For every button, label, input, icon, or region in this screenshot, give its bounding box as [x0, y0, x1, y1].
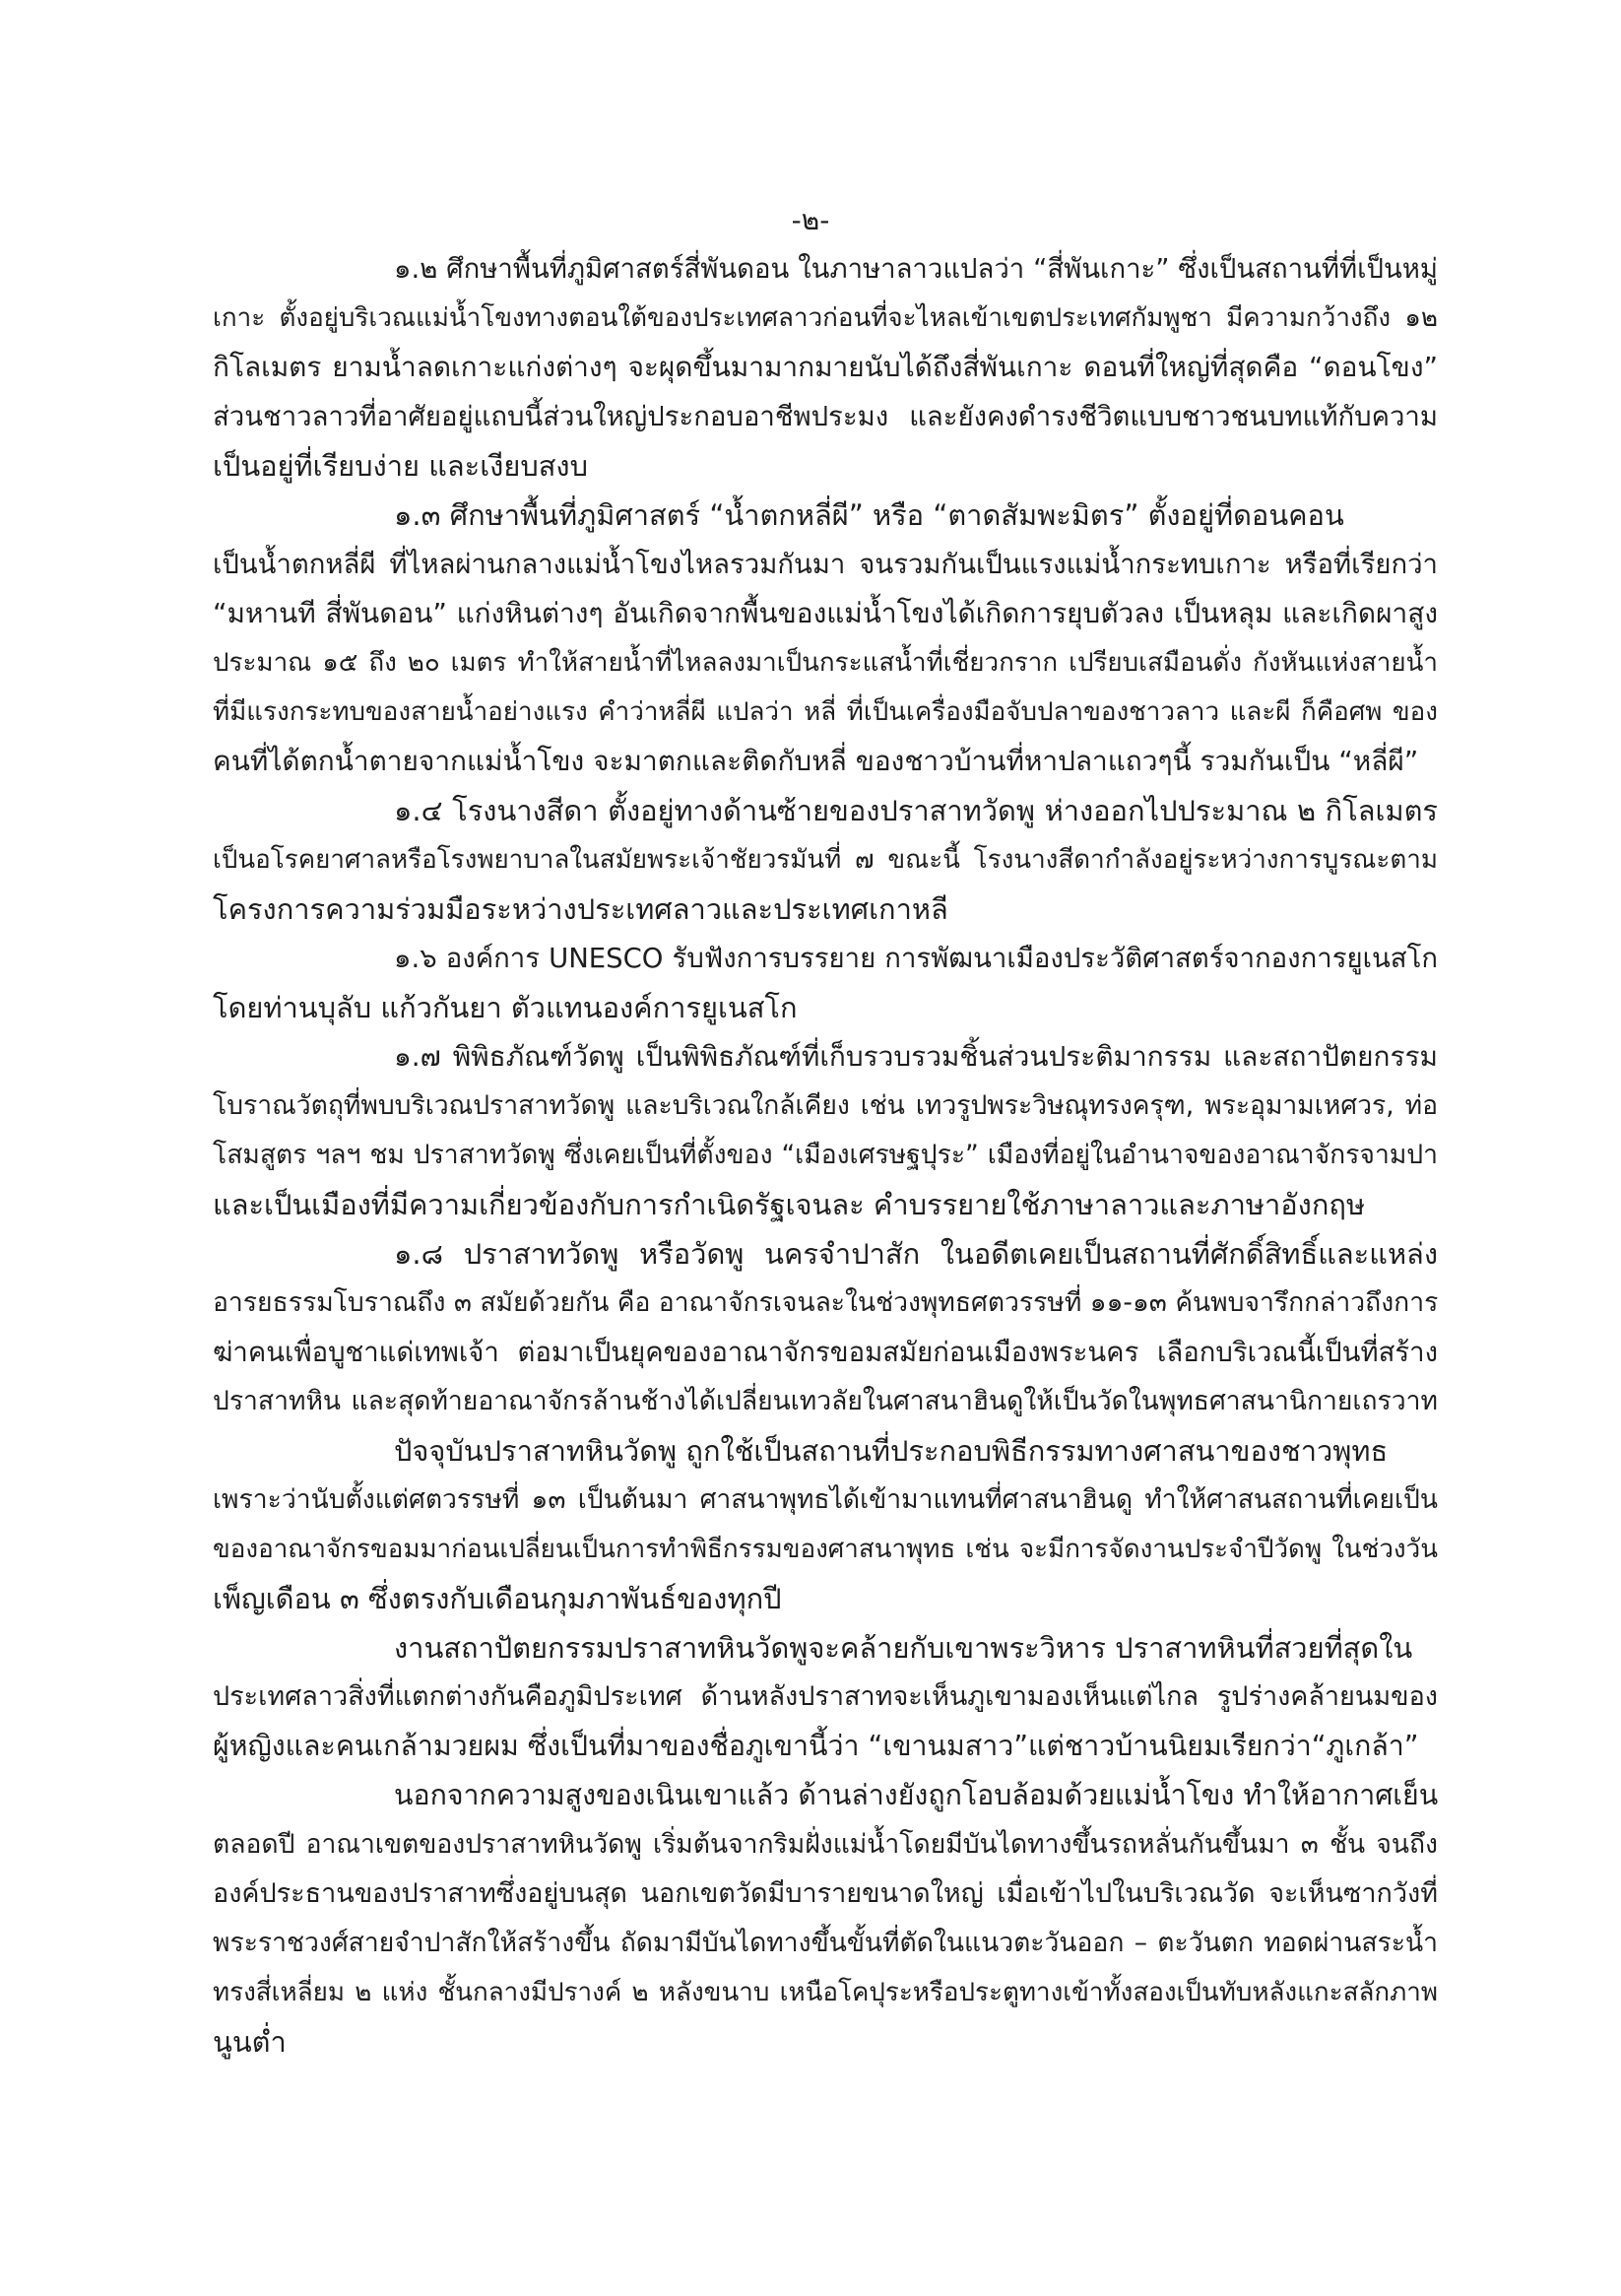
- text-line: เกาะ ตั้งอยู่บริเวณแม่น้ำโขงทางตอนใต้ของประเทศลาวก่อนที่จะไหลเข้าเขตประเทศกัมพูชา มีความกว้างถึง ๑๒: [213, 303, 1438, 333]
- paragraph-1-3: [0, 491, 1621, 786]
- text-line: ตลอดปี อาณาเขตของปราสาทหินวัดพู เริ่มต้นจากริมฝั่งแม่น้ำโดยมีบันไดทางขึ้นรถหลั่นกันขึ้นมา ๓ ชั้น จนถึง: [213, 1829, 1438, 1860]
- text-line: นอกจากความสูงของเนินเขาแล้ว ด้านล่างยังถูกโอบล้อมด้วยแม่น้ำโขง ทำให้อากาศเย็น: [394, 1779, 1439, 1811]
- text-line: เป็นอโรคยาศาลหรือโรงพยาบาลในสมัยพระเจ้าชัยวรมันที่ ๗ ขณะนี้ โรงนางสีดากำลังอยู่ระหว่างการบูรณะตาม: [213, 845, 1438, 875]
- paragraph-grounds: [0, 1771, 1621, 2066]
- text-line: เป็นอยู่ที่เรียบง่าย และเงียบสงบ: [213, 449, 588, 483]
- paragraph-1-7: [0, 1032, 1621, 1229]
- text-line: ฆ่าคนเพื่อบูชาแด่เทพเจ้า ต่อมาเป็นยุคของอาณาจักรขอมสมัยก่อนเมืองพระนคร เลือกบริเวณนี้เป็นที่สร้าง: [213, 1337, 1438, 1368]
- paragraph-architecture: [0, 1623, 1621, 1771]
- text-line: ทรงสี่เหลี่ยม ๒ แห่ง ชั้นกลางมีปรางค์ ๒ หลังขนาบ เหนือโคปุระหรือประตูทางเข้าทั้งสองเป็นทับหลังแกะสลักภาพ: [213, 1978, 1438, 2007]
- text-line: งานสถาปัตยกรรมปราสาทหินวัดพูจะคล้ายกับเขาพระวิหาร ปราสาทหินที่สวยที่สุดใน: [394, 1631, 1413, 1665]
- text-line: องค์ประธานของปราสาทซึ่งอยู่บนสุด นอกเขตวัดมีบารายขนาดใหญ่ เมื่อเข้าไปในบริเวณวัด จะเห็นซากวังที่: [213, 1878, 1438, 1909]
- text-line: ๑.๒ ศึกษาพื้นที่ภูมิศาสตร์สี่พันดอน ในภาษาลาวแปลว่า “สี่พันเกาะ” ซึ่งเป็นสถานที่ที่เป็นหมู่: [394, 253, 1438, 285]
- text-line: กิโลเมตร ยามน้ำลดเกาะแก่งต่างๆ จะผุดขึ้นมามากมายนับได้ถึงสี่พันเกาะ ดอนที่ใหญ่ที่สุดคือ “ดอนโขง”: [213, 351, 1438, 383]
- text-line: ผู้หญิงและคนเกล้ามวยผม ซึ่งเป็นที่มาของชื่อภูเขานี้ว่า “เขานมสาว”แต่ชาวบ้านนิยมเรียกว่า“ภูเกล้า”: [213, 1730, 1419, 1762]
- text-line: ๑.๘ ปราสาทวัดพู หรือวัดพู นครจำปาสัก ในอดีตเคยเป็นสถานที่ศักดิ์สิทธิ์และแหล่ง: [394, 1237, 1438, 1271]
- text-line: เพ็ญเดือน ๓ ซึ่งตรงกับเดือนกุมภาพันธ์ของทุกปี: [213, 1582, 782, 1615]
- text-line: คนที่ได้ตกน้ำตายจากแม่น้ำโขง จะมาตกและติดกับหลี่ ของชาวบ้านที่หาปลาแถวๆนี้ รวมกันเป็น “หลี่ผี”: [213, 745, 1419, 777]
- paragraph-1-6: [0, 934, 1621, 1032]
- text-line: และเป็นเมืองที่มีความเกี่ยวข้องกับการกำเนิดรัฐเจนละ คำบรรยายใช้ภาษาลาวและภาษาอังกฤษ: [213, 1188, 1366, 1221]
- text-line: นูนต่ำ: [213, 2025, 287, 2059]
- page-number: -๒-: [791, 204, 830, 236]
- text-line: “มหานที สี่พันดอน” แก่งหินต่างๆ อันเกิดจากพื้นของแม่น้ำโขงได้เกิดการยุบตัวลง เป็นหลุม และเกิดผาสูง: [213, 597, 1438, 629]
- text-line: ปัจจุบันปราสาทหินวัดพู ถูกใช้เป็นสถานที่ประกอบพิธีกรรมทางศาสนาของชาวพุทธ: [394, 1434, 1389, 1468]
- paragraph-1-4: [0, 786, 1621, 934]
- text-line: ส่วนชาวลาวที่อาศัยอยู่แถบนี้ส่วนใหญ่ประกอบอาชีพประมง และยังคงดำรงชีวิตแบบชาวชนบทแท้กับความ: [213, 401, 1438, 432]
- paragraph-1-2: [0, 244, 1621, 491]
- text-line: อารยธรรมโบราณถึง ๓ สมัยด้วยกัน คือ อาณาจักรเจนละในช่วงพุทธศตวรรษที่ ๑๑-๑๓ ค้นพบจารึกกล่าวถึงการ: [213, 1287, 1439, 1318]
- text-line: เป็นน้ำตกหลี่ผี ที่ไหลผ่านกลางแม่น้ำโขงไหลรวมกันมา จนรวมกันเป็นแรงแม่น้ำกระทบเกาะ หรือที่เรียกว่า: [213, 549, 1438, 580]
- text-line: โดยท่านบุลับ แก้วกันยา ตัวแทนองค์การยูเนสโก: [213, 991, 798, 1024]
- text-line: ๑.๓ ศึกษาพื้นที่ภูมิศาสตร์ “น้ำตกหลี่ผี” หรือ “ตาดสัมพะมิตร” ตั้งอยู่ที่ดอนคอน: [394, 498, 1344, 532]
- text-line: ประมาณ ๑๕ ถึง ๒๐ เมตร ทำให้สายน้ำที่ไหลลงมาเป็นกระแสน้ำที่เชี่ยวกราก เปรียบเสมือนดั่ง กังหันแห่งสายน้ำ: [213, 648, 1438, 678]
- text-line: เพราะว่านับตั้งแต่ศตวรรษที่ ๑๓ เป็นต้นมา ศาสนาพุทธได้เข้ามาแทนที่ศาสนาฮินดู ทำให้ศาสนสถานที่เคยเป็น: [213, 1484, 1438, 1515]
- text-line: ของอาณาจักรขอมมาก่อนเปลี่ยนเป็นการทำพิธีกรรมของศาสนาพุทธ เช่น จะมีการจัดงานประจำปีวัดพู ในช่วงวัน: [213, 1535, 1438, 1564]
- text-line: ๑.๗ พิพิธภัณฑ์วัดพู เป็นพิพิธภัณฑ์ที่เก็บรวบรวมชิ้นส่วนประติมากรรม และสถาปัตยกรรม: [394, 1040, 1438, 1073]
- text-line: โครงการความร่วมมือระหว่างประเทศลาวและประเทศเกาหลี: [213, 892, 948, 926]
- text-line: ๑.๖ องค์การ UNESCO รับฟังการบรรยาย การพัฒนาเมืองประวัติศาสตร์จากองการยูเนสโก: [394, 943, 1438, 974]
- text-line: โสมสูตร ฯลฯ ชม ปราสาทวัดพู ซึ่งเคยเป็นที่ตั้งของ “เมืองเศรษฐปุระ” เมืองที่อยู่ในอำนาจของอาณาจักรจามปา: [213, 1140, 1438, 1170]
- text-line: ๑.๔ โรงนางสีดา ตั้งอยู่ทางด้านซ้ายของปราสาทวัดพู ห่างออกไปประมาณ ๒ กิโลเมตร: [394, 794, 1438, 827]
- text-line: พระราชวงศ์สายจำปาสักให้สร้างขึ้น ถัดมามีบันไดทางขึ้นขั้นที่ตัดในแนวตะวันออก – ตะวันตก ทอดผ่านสระน้ำ: [213, 1928, 1438, 1958]
- paragraph-current-use: [0, 1426, 1621, 1623]
- text-line: ที่มีแรงกระทบของสายน้ำอย่างแรง คำว่าหลี่ผี แปลว่า หลี่ ที่เป็นเครื่องมือจับปลาของชาวลาว และผี ก็คือศพ ของ: [213, 697, 1438, 727]
- text-line: ประเทศลาวสิ่งที่แตกต่างกันคือภูมิประเทศ ด้านหลังปราสาทจะเห็นภูเขามองเห็นแต่ไกล รูปร่างคล้ายนมของ: [213, 1681, 1438, 1712]
- text-line: ปราสาทหิน และสุดท้ายอาณาจักรล้านช้างได้เปลี่ยนเทวลัยในศาสนาฮินดูให้เป็นวัดในพุทธศาสนานิกายเถรวาท: [213, 1386, 1438, 1416]
- text-line: โบราณวัตถุที่พบบริเวณปราสาทวัดพู และบริเวณใกล้เคียง เช่น เทวรูปพระวิษณุทรงครุฑ, พระอุมามเหศวร, ท่อ: [213, 1090, 1438, 1121]
- document-body: [0, 244, 1621, 2066]
- paragraph-1-8: [0, 1229, 1621, 1426]
